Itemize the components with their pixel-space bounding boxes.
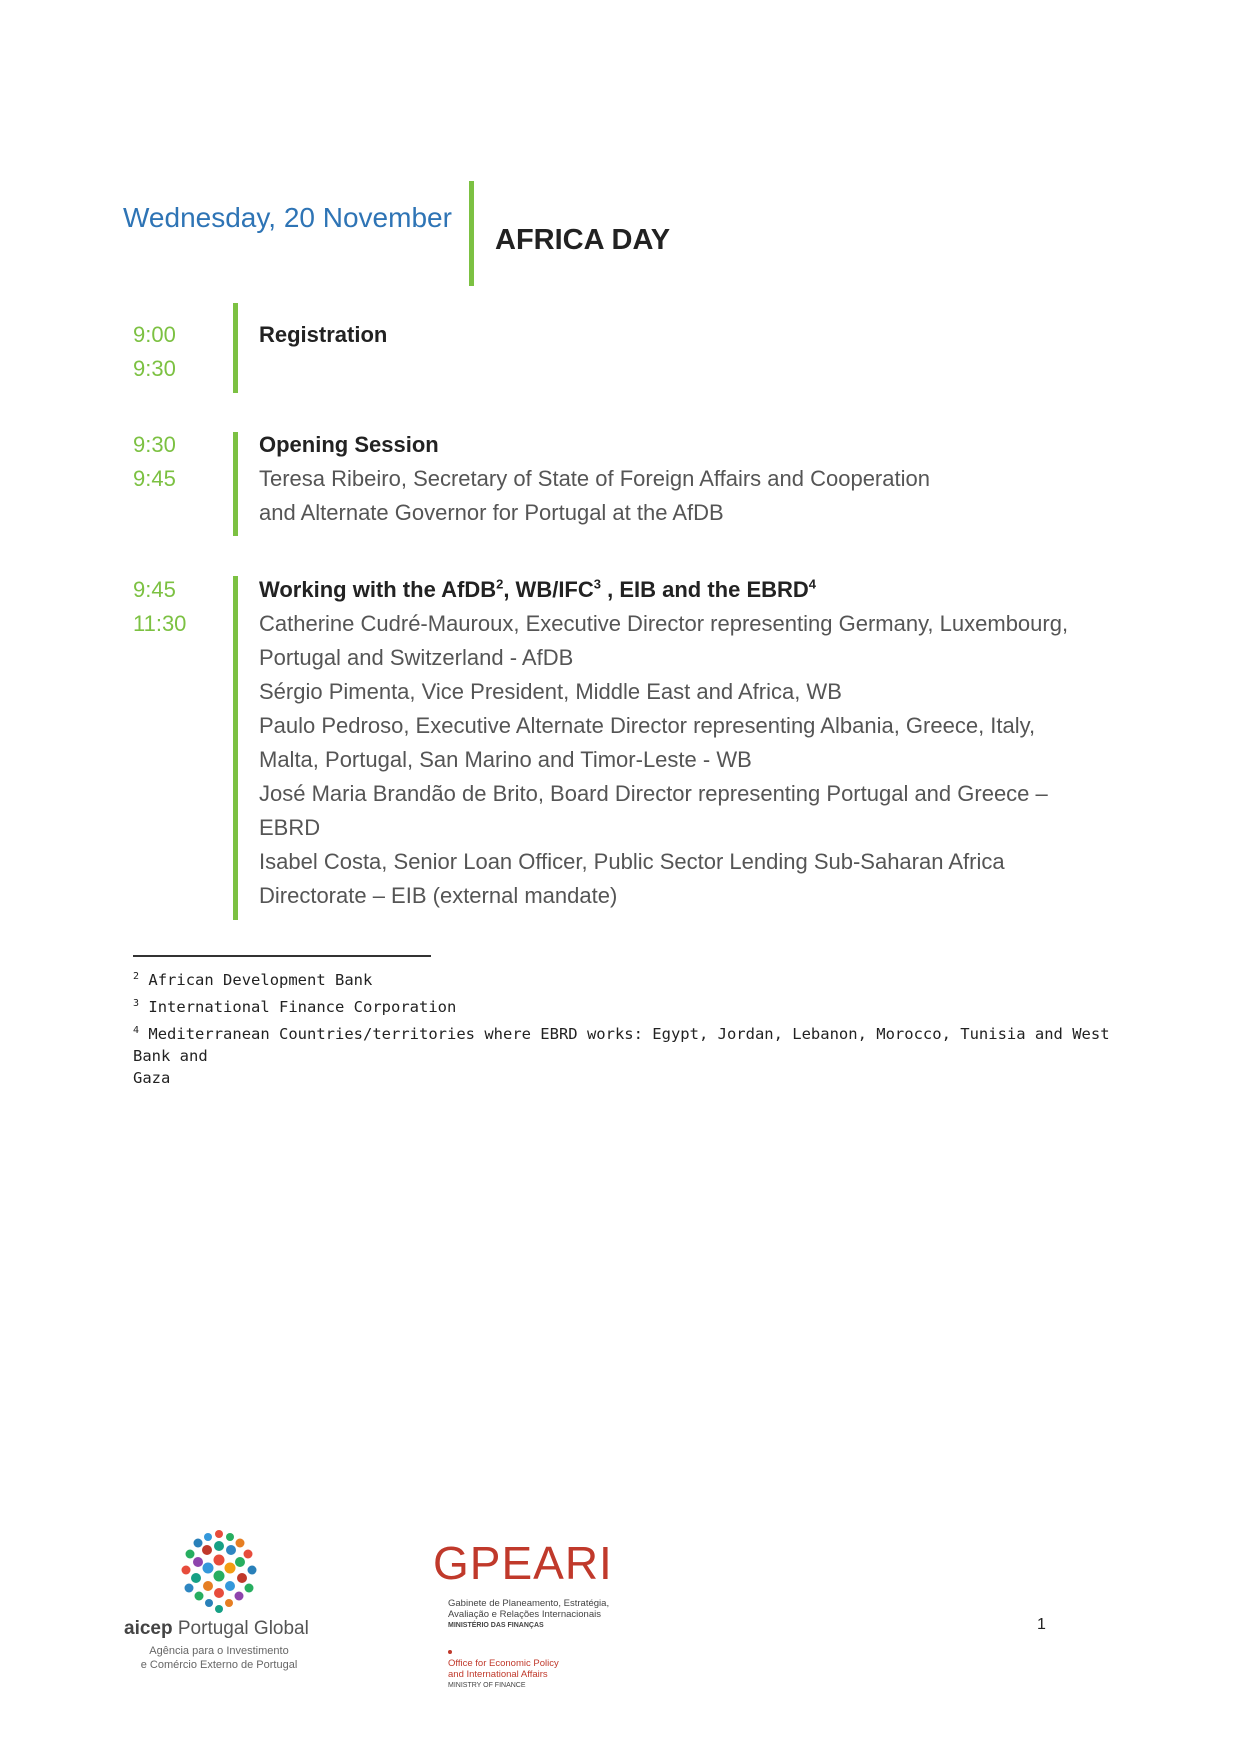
- speaker-line: EBRD: [259, 815, 321, 840]
- footnote-ref[interactable]: 2: [496, 576, 504, 592]
- end-time: 9:30: [133, 356, 176, 381]
- speaker-line: Paulo Pedroso, Executive Alternate Director representing Albania, Greece, Italy,: [259, 713, 1036, 738]
- gpeari-pt-text: Gabinete de Planeamento, Estratégia, Avaliação e Relações Internacionais MINISTÉRIO DAS FINANÇAS: [448, 1598, 610, 1629]
- footnote-separator: [133, 955, 431, 957]
- speaker-line: Portugal and Switzerland - AfDB: [259, 645, 574, 670]
- session-times: [133, 318, 176, 386]
- header-divider: [469, 181, 474, 286]
- gpeari-wordmark: GPEARI: [433, 1537, 613, 1589]
- aicep-logo: [124, 1528, 314, 1673]
- session-bar: [233, 576, 238, 920]
- speaker-line: and Alternate Governor for Portugal at the AfDB: [259, 500, 724, 525]
- speaker-line: Directorate – EIB (external mandate): [259, 883, 618, 908]
- speaker-line: Malta, Portugal, San Marino and Timor-Leste - WB: [259, 747, 752, 772]
- session-bar: [233, 303, 238, 393]
- page-number: 1: [1037, 1616, 1046, 1633]
- event-date: Wednesday, 20 November: [123, 202, 452, 233]
- session-bar: [233, 432, 238, 536]
- aicep-name: aicep Portugal Global: [124, 1618, 309, 1639]
- session-opening: [0, 428, 1240, 538]
- speaker-line: Isabel Costa, Senior Loan Officer, Public Sector Lending Sub-Saharan Africa: [259, 849, 1005, 874]
- session-title: Opening Session: [259, 432, 439, 457]
- start-time: 9:00: [133, 322, 176, 347]
- session-times: [133, 428, 176, 496]
- footnote: $^2$ African Development Bank: [133, 971, 373, 990]
- start-time: 9:30: [133, 432, 176, 457]
- start-time: 9:45: [133, 577, 176, 602]
- gpeari-en-text: Office for Economic Policy and International Affairs MINISTRY OF FINANCE: [448, 1658, 559, 1689]
- speaker-line: Catherine Cudré-Mauroux, Executive Director representing Germany, Luxembourg,: [259, 611, 1069, 636]
- speaker-line: José Maria Brandão de Brito, Board Director representing Portugal and Greece –: [259, 781, 1048, 806]
- aicep-dots-icon: [174, 1528, 264, 1618]
- session-title: Working with the AfDB$^2$, WB/IFC$^3$ , EIB and the EBRD$^4$: [259, 576, 817, 602]
- gpeari-logo: [433, 1536, 623, 1689]
- footnote-ref[interactable]: 4: [808, 576, 817, 592]
- footnote: $^4$ Mediterranean Countries/territories where EBRD works: Egypt, Jordan, Lebanon, Morocco, Tunisia and West Bank and Gaza: [133, 1025, 1110, 1088]
- footnotes: [133, 966, 1133, 1091]
- speaker-line: Sérgio Pimenta, Vice President, Middle East and Africa, WB: [259, 679, 842, 704]
- speaker-line: Teresa Ribeiro, Secretary of State of Foreign Affairs and Cooperation: [259, 466, 930, 491]
- end-time: 11:30: [133, 611, 187, 636]
- session-times: [133, 573, 186, 641]
- footnote: $^3$ International Finance Corporation: [133, 998, 457, 1017]
- session-registration: [0, 318, 1240, 396]
- session-title: Registration: [259, 322, 388, 347]
- end-time: 9:45: [133, 466, 176, 491]
- day-title: AFRICA DAY: [495, 224, 671, 256]
- gpeari-dot-icon: [448, 1650, 452, 1654]
- session-working-with-banks: [0, 573, 1240, 923]
- footnote-ref[interactable]: 3: [593, 576, 601, 592]
- aicep-subtitle: Agência para o Investimento e Comércio Externo de Portugal: [140, 1645, 298, 1671]
